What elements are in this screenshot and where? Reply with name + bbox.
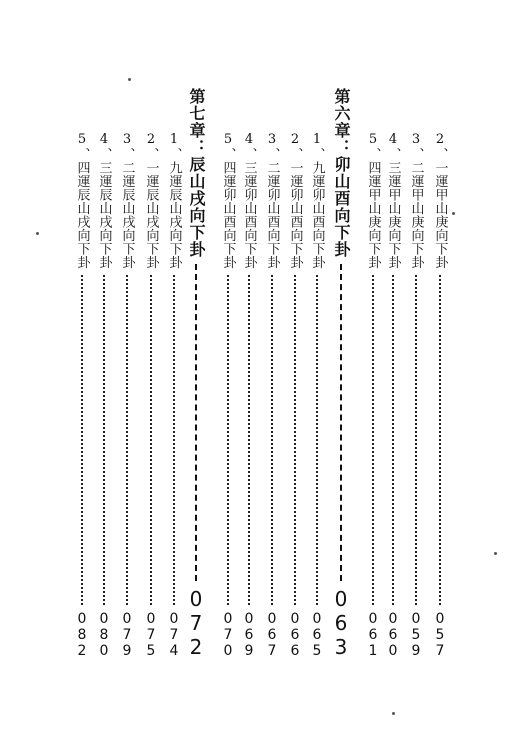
toc-entry [93, 0, 115, 745]
toc-entry-page: 057 [432, 611, 448, 659]
toc-entry-title: 4、三運卯山酉向下卦 [241, 132, 257, 269]
toc-entry-page: 079 [119, 611, 135, 659]
toc-leader-dots [415, 275, 417, 605]
toc-entry [362, 0, 384, 745]
toc-entry [405, 0, 427, 745]
toc-entry-page: 059 [408, 611, 424, 659]
toc-leader-dashes [340, 264, 342, 581]
toc-entry [140, 0, 162, 745]
toc-leader-dots [439, 275, 441, 605]
toc-entry-title: 2、一運辰山戌向下卦 [143, 132, 159, 269]
chapter-title: 第六章：卯山酉向下卦 [332, 88, 351, 258]
toc-entry-page: 060 [385, 611, 401, 659]
toc-entry [238, 0, 260, 745]
toc-leader-dots [227, 275, 229, 605]
toc-entry-title: 4、三運辰山戌向下卦 [96, 132, 112, 269]
toc-leader-dots [392, 275, 394, 605]
chapter-page: 063 [329, 587, 353, 659]
scan-speck [452, 212, 455, 215]
toc-entry-page: 067 [264, 611, 280, 659]
toc-entry [71, 0, 93, 745]
toc-entry [306, 0, 328, 745]
toc-entry-title: 4、三運甲山庚向下卦 [385, 132, 401, 269]
toc-leader-dashes [195, 264, 197, 581]
toc-entry-title: 2、一運甲山庚向下卦 [432, 132, 448, 269]
toc-leader-dots [103, 275, 105, 605]
toc-entry-page: 074 [166, 611, 182, 659]
toc-entry-title: 5、四運甲山庚向下卦 [365, 132, 381, 269]
toc-leader-dots [150, 275, 152, 605]
toc-entry [163, 0, 185, 745]
toc-entry-title: 1、九運卯山酉向下卦 [309, 132, 325, 269]
scan-speck [128, 78, 131, 81]
toc-entry-page: 061 [365, 611, 381, 659]
scan-speck [494, 552, 497, 555]
chapter-heading [183, 0, 209, 745]
toc-entry-page: 069 [241, 611, 257, 659]
toc-entry [261, 0, 283, 745]
toc-entry [429, 0, 451, 745]
toc-entry-title: 5、四運卯山酉向下卦 [220, 132, 236, 269]
toc-entry-page: 065 [309, 611, 325, 659]
toc-entry-title: 3、二運辰山戌向下卦 [119, 132, 135, 269]
toc-entry-title: 1、九運辰山戌向下卦 [166, 132, 182, 269]
toc-entry [217, 0, 239, 745]
chapter-title: 第七章：辰山戌向下卦 [187, 88, 206, 258]
toc-leader-dots [316, 275, 318, 605]
toc-entry-page: 070 [220, 611, 236, 659]
scan-speck [392, 712, 395, 715]
toc-leader-dots [81, 275, 83, 605]
scan-speck [36, 232, 39, 235]
toc-leader-dots [173, 275, 175, 605]
toc-leader-dots [372, 275, 374, 605]
chapter-heading [328, 0, 354, 745]
toc-entry-page: 080 [96, 611, 112, 659]
toc-entry-page: 066 [287, 611, 303, 659]
toc-entry-page: 075 [143, 611, 159, 659]
chapter-page: 072 [184, 587, 208, 659]
toc-entry-page: 082 [74, 611, 90, 659]
toc-entry-title: 3、二運卯山酉向下卦 [264, 132, 280, 269]
toc-leader-dots [248, 275, 250, 605]
toc-entry [284, 0, 306, 745]
toc-leader-dots [126, 275, 128, 605]
toc-leader-dots [271, 275, 273, 605]
toc-entry [116, 0, 138, 745]
toc-entry-title: 2、一運卯山酉向下卦 [287, 132, 303, 269]
toc-entry-title: 5、四運辰山戌向下卦 [74, 132, 90, 269]
toc-entry-title: 3、二運甲山庚向下卦 [408, 132, 424, 269]
toc-leader-dots [294, 275, 296, 605]
toc-entry [382, 0, 404, 745]
